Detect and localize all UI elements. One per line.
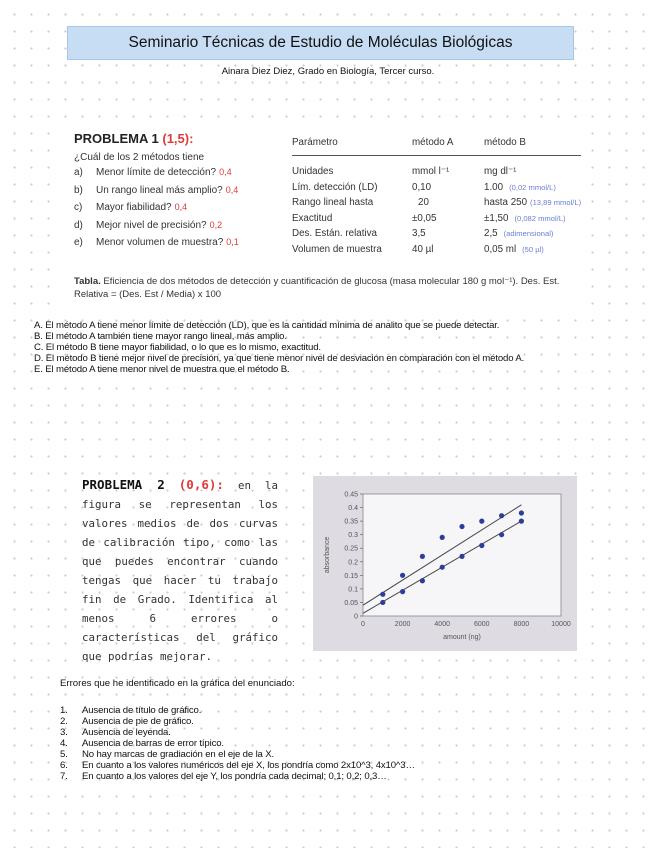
answer-line: A. El método A tiene menor límite de detección (LD), que es la cantidad mínima de analito que se puede detectar.: [34, 320, 500, 331]
y-tick-label: 0: [354, 613, 358, 621]
cell-note: (0,082 mmol/L): [514, 213, 566, 223]
table-row: [292, 226, 581, 242]
list-item: [60, 716, 415, 727]
table-cell: [484, 226, 581, 242]
x-tick-label: 4000: [434, 621, 450, 628]
table-cell: [484, 242, 581, 258]
table-cell: Exactitud: [292, 212, 333, 224]
column-header: método A: [412, 136, 454, 148]
list-item: [60, 749, 415, 760]
cell-note: (13,89 mmol/L): [530, 198, 582, 208]
data-point-upper: [400, 573, 405, 578]
page-title: Seminario Técnicas de Estudio de Moléculas Biológicas: [128, 34, 513, 51]
data-point-lower: [479, 543, 484, 548]
answer-line: B. El método A también tiene mayor rango lineal, más amplio.: [34, 331, 287, 342]
caption-text: Eficiencia de dos métodos de detección y cuantificación de glucosa (masa molecular 180 g mol⁻¹). Des. Est. Relativa = (Des. Est / Media) x 100: [74, 276, 560, 300]
table-cell: Volumen de muestra: [292, 243, 382, 255]
problem1-heading: [74, 131, 193, 146]
list-item: [74, 202, 239, 220]
data-point-lower: [380, 600, 385, 605]
y-tick-label: 0.2: [348, 559, 358, 567]
data-point-upper: [440, 535, 445, 540]
answer-line: C. El método B tiene mayor fiabilidad, o lo que es lo mismo, exactitud.: [34, 342, 321, 353]
cell-value: hasta 250: [484, 197, 528, 209]
y-tick-label: 0.25: [344, 545, 358, 553]
cell-value: 2,5: [484, 228, 498, 240]
table-cell: [484, 195, 581, 211]
data-point-lower: [519, 519, 524, 524]
problem2-answers-list: [60, 705, 415, 782]
item-letter: e): [74, 237, 83, 248]
table-cell: mmol l⁻¹: [412, 166, 450, 178]
list-item: [60, 705, 415, 716]
item-letter: a): [74, 167, 83, 178]
data-point-upper: [499, 513, 504, 518]
table-cell: 40 µl: [412, 243, 434, 255]
x-tick-label: 8000: [513, 621, 530, 628]
table-cell: 3,5: [412, 228, 426, 240]
table-caption: [74, 275, 574, 301]
table-cell: Des. Están. relativa: [292, 228, 377, 240]
data-point-lower: [459, 554, 464, 559]
table-cell: 0,10: [412, 181, 432, 193]
cell-value: 1.00: [484, 181, 504, 193]
item-number: 1.: [60, 705, 68, 716]
answer-line: D. El método B tiene mejor nivel de precisión, ya que tiene menor nivel de desviación en comparación con el método A.: [34, 353, 525, 364]
list-item: [60, 738, 415, 749]
problem1-answers: [34, 320, 524, 375]
data-point-upper: [519, 510, 524, 515]
data-point-upper: [459, 524, 464, 529]
problem2-statement: [82, 475, 278, 666]
item-letter: b): [74, 184, 83, 196]
data-point-lower: [400, 589, 405, 594]
problem2-heading: PROBLEMA 2: [82, 477, 165, 492]
title-banner: [67, 26, 574, 60]
cell-value: 0,05 ml: [484, 243, 517, 255]
calibration-chart-svg: [313, 476, 577, 651]
table-row: [292, 211, 581, 227]
item-number: 7.: [60, 771, 68, 782]
cell-note: (0,02 mmol/L): [509, 182, 556, 192]
item-number: 2.: [60, 716, 68, 727]
table-cell: Rango lineal hasta: [292, 197, 374, 209]
item-number: 6.: [60, 760, 68, 771]
list-item: [60, 760, 415, 771]
item-text: Mayor fiabilidad?: [96, 202, 172, 213]
y-tick-label: 0.1: [348, 586, 358, 594]
list-item: [60, 727, 415, 738]
table-header-row: [292, 135, 581, 156]
table-cell: 20: [418, 197, 429, 209]
item-text: En cuanto a los valores numéricos del eje X, los pondría como 2x10^3, 4x10^3…: [82, 760, 415, 771]
item-text: Menor límite de detección?: [96, 167, 217, 178]
data-point-upper: [479, 519, 484, 524]
y-tick-label: 0.15: [344, 572, 358, 580]
column-header: Parámetro: [292, 136, 338, 148]
y-axis-label: absorbance: [324, 536, 331, 574]
table-cell: [484, 211, 581, 227]
item-number: 4.: [60, 738, 68, 749]
column-header: método B: [484, 136, 526, 148]
y-tick-label: 0.35: [344, 518, 358, 526]
problem2-score: (0,6):: [178, 477, 224, 492]
item-text: Menor volumen de muestra?: [96, 237, 224, 248]
table-row: [292, 180, 581, 196]
y-tick-label: 0.4: [348, 505, 358, 513]
table-row: [292, 242, 581, 258]
list-item: [74, 185, 239, 203]
x-tick-label: 6000: [474, 621, 490, 628]
table-row: [292, 195, 581, 211]
problem1-score: (1,5):: [162, 131, 194, 146]
method-comparison-table: [292, 135, 581, 257]
item-text: En cuanto a los valores del eje Y, los pondría cada decimal; 0,1; 0,2; 0,3…: [82, 771, 387, 782]
list-item: [74, 167, 239, 185]
item-number: 5.: [60, 749, 68, 760]
item-text: No hay marcas de gradiación en el eje de la X.: [82, 749, 275, 760]
data-point-lower: [440, 565, 445, 570]
y-tick-label: 0.45: [344, 491, 358, 499]
problem2-text: en la figura se representan los valores medios de dos curvas de calibración tipo, como las que puedes encontrar cuando tengas que hacer tu trabajo fin de Grado. Identifica al menos 6 errores o características del gráfico que podrías mejorar.: [82, 479, 278, 663]
item-score: 0,2: [209, 219, 223, 230]
answer-line: E. El método A tiene menor nivel de muestra que el método B.: [34, 364, 290, 375]
y-tick-label: 0.3: [348, 532, 358, 540]
y-tick-label: 0.05: [344, 599, 358, 607]
list-item: [60, 771, 415, 782]
problem2-answers-heading: Errores que he identificado en la gráfica del enunciado:: [60, 678, 295, 689]
item-text: Ausencia de pie de gráfico.: [82, 716, 194, 727]
table-cell: [484, 180, 581, 196]
item-text: Mejor nivel de precisión?: [96, 219, 207, 231]
item-text: Un rango lineal más amplio?: [96, 184, 223, 196]
data-point-upper: [380, 592, 385, 597]
data-point-lower: [499, 532, 504, 537]
item-text: Ausencia de barras de error típico.: [82, 738, 224, 749]
table-cell: ±0,05: [412, 212, 437, 224]
item-score: 0,4: [225, 184, 239, 195]
table-cell: Unidades: [292, 166, 334, 178]
problem1-question: ¿Cuál de los 2 métodos tiene: [74, 152, 205, 163]
item-score: 0,4: [219, 167, 232, 177]
cell-value: mg dl⁻¹: [484, 166, 517, 178]
table-cell: [484, 156, 581, 180]
cell-note: (adimensional): [503, 229, 554, 239]
table-cell: Lím. detección (LD): [292, 181, 378, 193]
cell-value: ±1,50: [484, 212, 509, 224]
x-tick-label: 0: [361, 621, 365, 628]
table-row: [292, 156, 581, 180]
data-point-lower: [420, 578, 425, 583]
x-tick-label: 2000: [394, 621, 411, 628]
item-score: 0,4: [174, 202, 188, 212]
problem1-heading-label: PROBLEMA 1: [74, 131, 159, 146]
x-axis-label: amount (ng): [443, 634, 481, 641]
x-tick-label: 10000: [551, 621, 571, 628]
problem1-card: [64, 123, 584, 306]
author-line: Ainara Diez Diez, Grado en Biología, Tercer curso.: [221, 66, 435, 77]
problem1-question-list: [74, 167, 239, 255]
item-text: Ausencia de leyenda.: [82, 727, 171, 738]
item-letter: c): [74, 202, 83, 213]
item-letter: d): [74, 219, 83, 231]
item-text: Ausencia de título de gráfico.: [82, 705, 202, 716]
calibration-chart: [313, 476, 577, 651]
item-score: 0,1: [226, 237, 239, 247]
list-item: [74, 237, 239, 255]
item-number: 3.: [60, 727, 68, 738]
cell-note: (50 µl): [522, 244, 544, 254]
list-item: [74, 220, 239, 238]
caption-label: Tabla.: [74, 276, 101, 287]
data-point-upper: [420, 554, 425, 559]
